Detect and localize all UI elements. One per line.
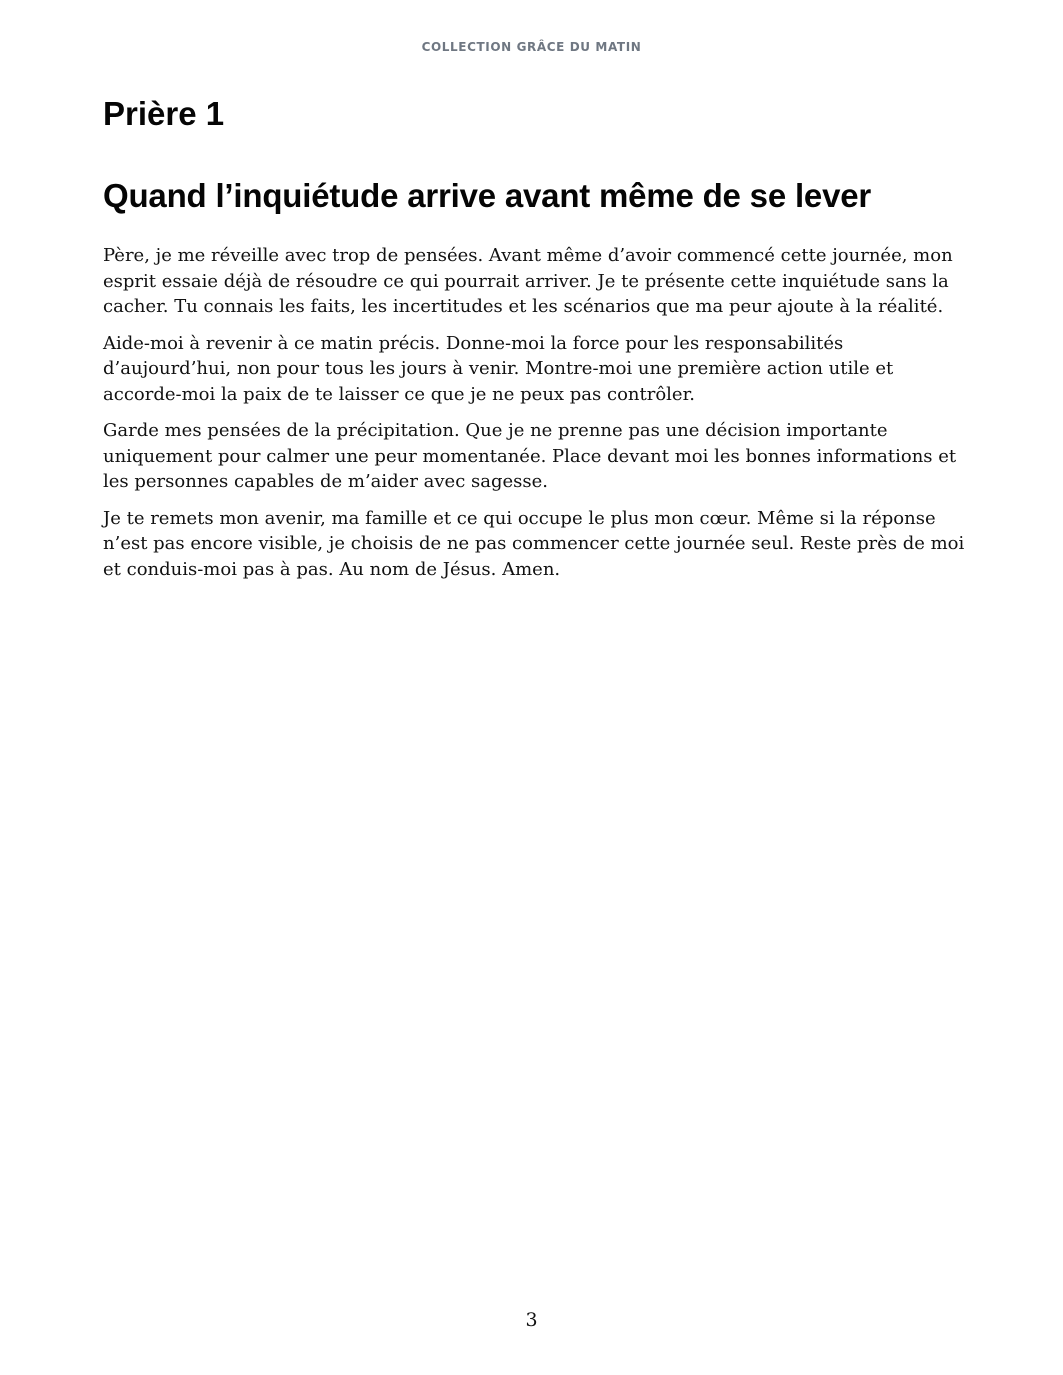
prayer-paragraph-1: Père, je me réveille avec trop de pensées. Avant même d’avoir commencé cette journée, mon esprit essaie déjà de résoudre ce qui pourrait arriver. Je te présente cette inquiétude sans la cacher. Tu connais les faits, les incertitudes et les scénarios que ma peur ajoute à la réalité. bbox=[103, 245, 953, 317]
prayer-paragraph-4: Je te remets mon avenir, ma famille et ce qui occupe le plus mon cœur. Même si la réponse n’est pas encore visible, je choisis de ne pas commencer cette journée seul. Reste près de moi et conduis-moi pas à pas. Au nom de Jésus. Amen. bbox=[103, 507, 965, 580]
prayer-paragraph-3: Garde mes pensées de la précipitation. Que je ne prenne pas une décision importante uniquement pour calmer une peur momentanée. Place devant moi les bonnes informations et les personnes capables de m’aider avec sagesse. bbox=[103, 420, 957, 492]
running-header: COLLECTION GRÂCE DU MATIN bbox=[421, 40, 642, 54]
prayer-title: Quand l’inquiétude arrive avant même de se lever bbox=[103, 177, 872, 214]
prayer-body bbox=[103, 243, 965, 582]
prayer-number-heading: Prière 1 bbox=[103, 95, 225, 132]
page-content bbox=[103, 92, 965, 582]
prayer-paragraph-2: Aide-moi à revenir à ce matin précis. Donne-moi la force pour les responsabilités d’aujourd’hui, non pour tous les jours à venir. Montre-moi une première action utile et accorde-moi la paix de te laisser ce que je ne peux pas contrôler. bbox=[103, 332, 894, 405]
page-number: 3 bbox=[525, 1309, 538, 1331]
